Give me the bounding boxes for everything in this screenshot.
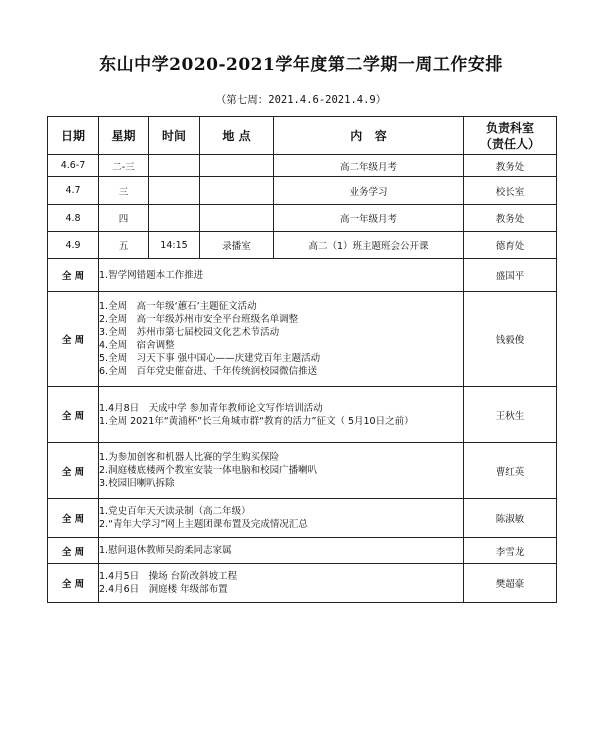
list-item: 1.慰问退休教师吴韵柔同志家属 <box>99 545 232 556</box>
list-item: 1.4月5日 操场 台阶改斜坡工程 <box>99 571 238 582</box>
week-items <box>99 538 464 564</box>
week-label: 全 周 <box>48 564 99 603</box>
header-owner <box>464 117 557 155</box>
schedule-table <box>47 116 557 603</box>
owner-cell: 盛国平 <box>464 259 557 292</box>
place-cell <box>200 177 274 205</box>
week-label: 全 周 <box>48 387 99 443</box>
header-owner-line2: （责任人） <box>479 136 540 151</box>
place-cell: 录播室 <box>200 232 274 259</box>
owner-cell: 陈淑敏 <box>464 499 557 538</box>
list-item: 2.洞庭楼底楼两个教室安装一体电脑和校园广播喇叭 <box>99 465 318 476</box>
list-item: 2.4月6日 洞庭楼 年级部布置 <box>99 584 228 595</box>
week-items <box>99 387 464 443</box>
list-item: 5.全周 习天下事 强中国心——庆建党百年主题活动 <box>99 353 321 364</box>
owner-cell: 樊超豪 <box>464 564 557 603</box>
list-item: 6.全周 百年党史催奋进、千年传统润校园微信推送 <box>99 366 318 377</box>
week-range-subtitle: （第七周：2021.4.6-2021.4.9） <box>215 94 387 106</box>
page-title: 东山中学2020-2021学年度第二学期一周工作安排 <box>99 55 503 75</box>
header-place: 地 点 <box>200 117 274 155</box>
list-item: 1.为参加创客和机器人比赛的学生购买保险 <box>99 452 280 463</box>
list-item: 1.4月8日 天成中学 参加青年教师论文写作培训活动 <box>99 402 323 414</box>
list-item: 2.全周 高一年级苏州市安全平台班级名单调整 <box>99 314 299 325</box>
list-item: 3.校园旧喇叭拆除 <box>99 478 175 489</box>
weekday-cell: 四 <box>99 205 149 232</box>
owner-cell: 教务处 <box>464 205 557 232</box>
week-label: 全 周 <box>48 259 99 292</box>
date-cell: 4.7 <box>48 177 99 205</box>
place-cell <box>200 205 274 232</box>
week-items <box>99 499 464 538</box>
week-row <box>48 564 557 603</box>
date-cell: 4.8 <box>48 205 99 232</box>
date-cell: 4.6-7 <box>48 155 99 177</box>
week-label: 全 周 <box>48 443 99 499</box>
content-cell: 业务学习 <box>274 177 464 205</box>
place-cell <box>200 155 274 177</box>
content-cell: 高二年级月考 <box>274 155 464 177</box>
content-cell: 高一年级月考 <box>274 205 464 232</box>
time-cell <box>149 205 200 232</box>
week-row <box>48 387 557 443</box>
table-row <box>48 205 557 232</box>
list-item: 1.全周 高一年级‘蕙石’主题征文活动 <box>99 301 257 312</box>
header-date: 日期 <box>48 117 99 155</box>
table-row <box>48 155 557 177</box>
week-items <box>99 564 464 603</box>
week-label: 全 周 <box>48 538 99 564</box>
owner-cell: 钱毅俊 <box>464 292 557 387</box>
week-label: 全 周 <box>48 499 99 538</box>
week-items <box>99 259 464 292</box>
time-cell <box>149 177 200 205</box>
week-row <box>48 443 557 499</box>
date-cell: 4.9 <box>48 232 99 259</box>
header-owner-line1: 负责科室 <box>485 120 534 135</box>
time-cell: 14:15 <box>149 232 200 259</box>
header-weekday: 星期 <box>99 117 149 155</box>
list-item: 1.全周 2021年“黄浦杯”长三角城市群“教育的活力”征文（ 5月10日之前） <box>99 415 414 427</box>
week-items <box>99 443 464 499</box>
week-label: 全 周 <box>48 292 99 387</box>
header-content: 内 容 <box>274 117 464 155</box>
week-row <box>48 499 557 538</box>
content-cell: 高二（1）班主题班会公开课 <box>274 232 464 259</box>
header-time: 时间 <box>149 117 200 155</box>
table-row <box>48 177 557 205</box>
list-item: 1.智学网错题本工作推进 <box>99 269 204 281</box>
weekday-cell: 三 <box>99 177 149 205</box>
list-item: 2.“青年大学习”网上主题团课布置及完成情况汇总 <box>99 519 308 530</box>
weekday-cell: 二-三 <box>99 155 149 177</box>
week-row <box>48 538 557 564</box>
owner-cell: 王秋生 <box>464 387 557 443</box>
owner-cell: 德育处 <box>464 232 557 259</box>
header-row <box>48 117 557 155</box>
owner-cell: 校长室 <box>464 177 557 205</box>
list-item: 4.全周 宿舍调整 <box>99 340 175 351</box>
week-row <box>48 292 557 387</box>
table-row <box>48 232 557 259</box>
weekday-cell: 五 <box>99 232 149 259</box>
owner-cell: 李雪龙 <box>464 538 557 564</box>
list-item: 3.全周 苏州市第七届校园文化艺术节活动 <box>99 327 280 338</box>
week-items <box>99 292 464 387</box>
time-cell <box>149 155 200 177</box>
owner-cell: 曹红英 <box>464 443 557 499</box>
list-item: 1.党史百年天天读录制（高二年级） <box>99 506 251 517</box>
owner-cell: 教务处 <box>464 155 557 177</box>
week-row <box>48 259 557 292</box>
